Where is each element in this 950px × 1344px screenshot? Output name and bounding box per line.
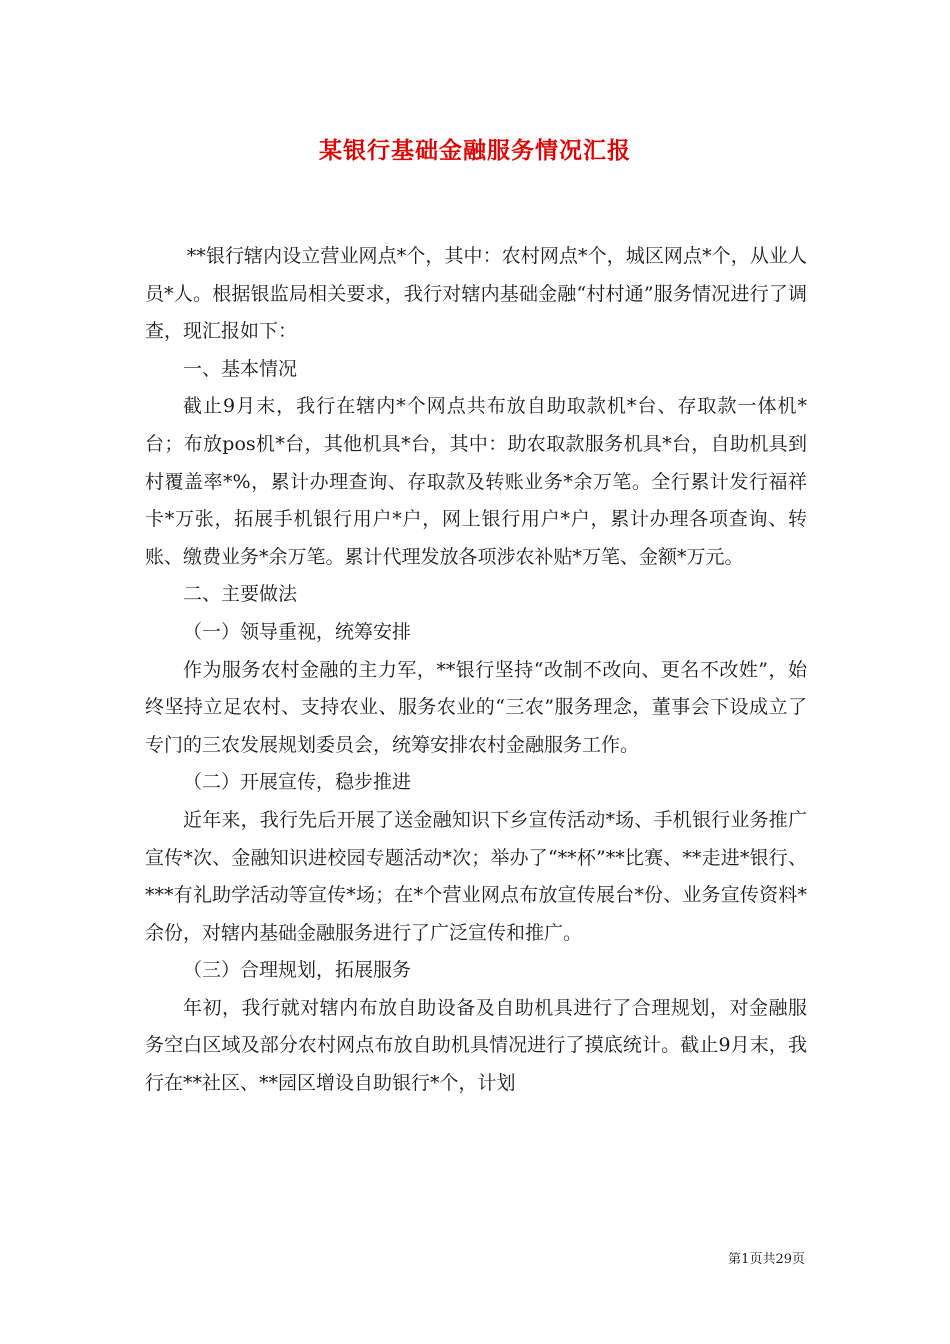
- paragraph-intro: **银行辖内设立营业网点*个，其中：农村网点*个，城区网点*个，从业人员*人。根据银监局相关要求，我行对辖内基础金融“村村通”服务情况进行了调查，现汇报如下：: [145, 245, 807, 343]
- subheading-leadership: （一）领导重视，统筹安排: [183, 620, 412, 643]
- document-title: 某银行基础金融服务情况汇报: [319, 137, 631, 164]
- section-heading-basic: 一、基本情况: [183, 357, 298, 380]
- section-heading-measures: 二、主要做法: [183, 583, 298, 606]
- paragraph-publicity: 近年来，我行先后开展了送金融知识下乡宣传活动*场、手机银行业务推广宣传*次、金融知识进校园专题活动*次；举办了“**杯”**比赛、**走进*银行、***有礼助学活动等宣传*场；在*个营业网点布放宣传展台*份、业务宣传资料*余份，对辖内基础金融服务进行了广泛宣传和推广。: [145, 808, 807, 944]
- subheading-planning: （三）合理规划，拓展服务: [183, 959, 412, 982]
- page-number: 第1页共29页: [728, 1252, 805, 1267]
- document-body: [145, 238, 807, 1103]
- subheading-publicity: （二）开展宣传，稳步推进: [183, 771, 412, 794]
- paragraph-leadership: 作为服务农村金融的主力军，**银行坚持“改制不改向、更名不改姓”，始终坚持立足农村、支持农业、服务农业的“三农”服务理念，董事会下设成立了专门的三农发展规划委员会，统筹安排农村金融服务工作。: [145, 658, 807, 756]
- paragraph-planning: 年初，我行就对辖内布放自助设备及自助机具进行了合理规划，对金融服务空白区域及部分农村网点布放自助机具情况进行了摸底统计。截止9月末，我行在**社区、**园区增设自助银行*个，计划: [145, 996, 807, 1095]
- paragraph-basic-situation: 截止9月末，我行在辖内*个网点共布放自助取款机*台、存取款一体机*台；布放pos机*台，其他机具*台，其中：助农取款服务机具*台，自助机具到村覆盖率*%，累计办理查询、存取款及转账业务*余万笔。全行累计发行福祥卡*万张，拓展手机银行用户*户，网上银行用户*户，累计办理各项查询、转账、缴费业务*余万笔。累计代理发放各项涉农补贴*万笔、金额*万元。: [145, 395, 807, 568]
